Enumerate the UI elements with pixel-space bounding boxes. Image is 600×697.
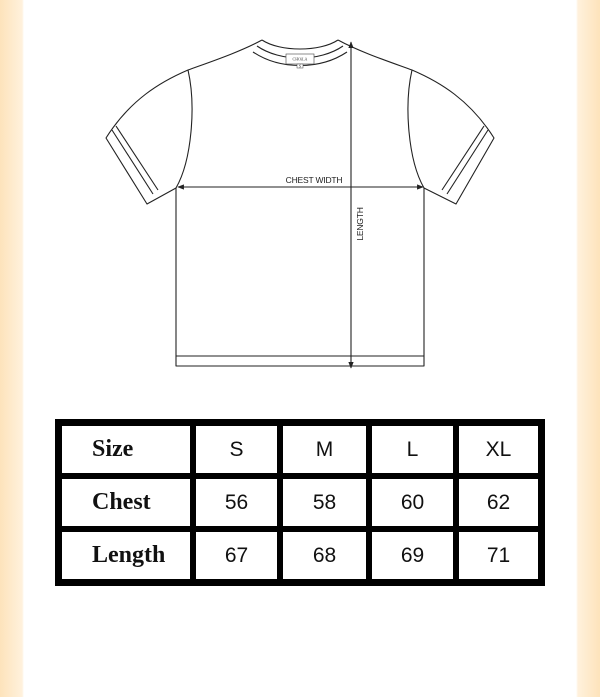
neck-label-text: CHOiLA — [292, 56, 308, 62]
row-label-chest: Chest — [59, 476, 193, 529]
table-cell: 67 — [193, 529, 280, 582]
table-cell: 62 — [456, 476, 541, 529]
table-cell: 58 — [280, 476, 369, 529]
neck-label-size: S — [298, 63, 302, 69]
header-cell: M — [280, 423, 369, 476]
size-chart-table — [55, 419, 545, 586]
table-cell: 68 — [280, 529, 369, 582]
row-label-length: Length — [59, 529, 193, 582]
chest-width-label: CHEST WIDTH — [285, 175, 343, 185]
header-size: Size — [59, 423, 193, 476]
header-cell: XL — [456, 423, 541, 476]
header-cell: L — [369, 423, 456, 476]
header-cell: S — [193, 423, 280, 476]
table-header-row — [59, 423, 541, 476]
table-cell: 56 — [193, 476, 280, 529]
length-label: LENGTH — [355, 207, 365, 241]
table-row-length — [59, 529, 541, 582]
table-cell: 60 — [369, 476, 456, 529]
collar — [262, 40, 338, 49]
table-row-chest — [59, 476, 541, 529]
shirt-outline — [106, 40, 494, 366]
table-cell: 71 — [456, 529, 541, 582]
table-cell: 69 — [369, 529, 456, 582]
